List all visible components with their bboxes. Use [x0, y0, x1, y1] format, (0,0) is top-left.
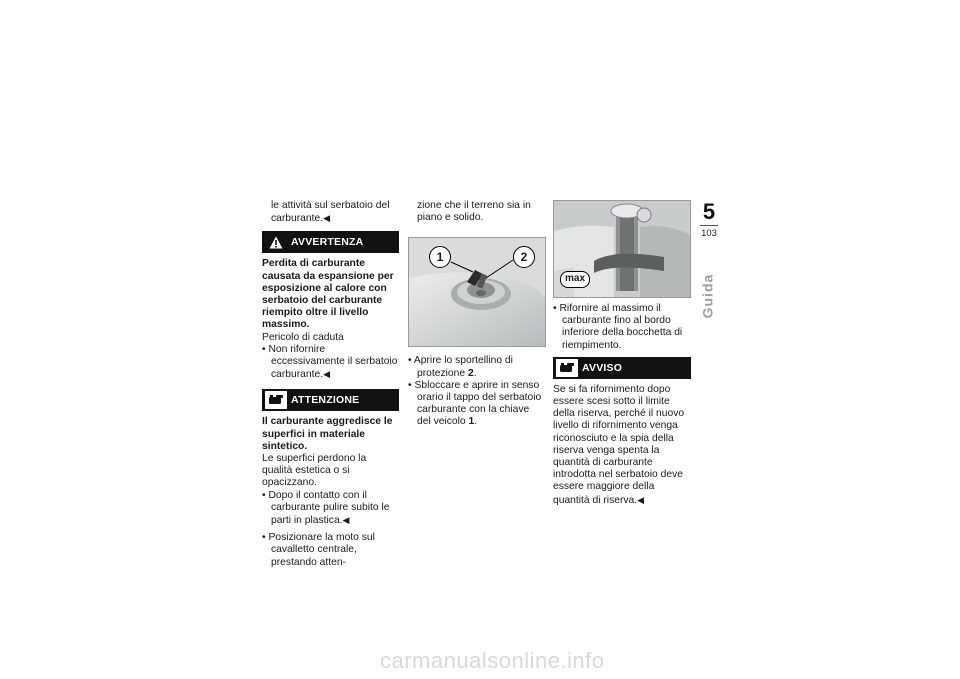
notice-bar: [553, 357, 691, 379]
caution-body: Le superfici perdono la qualità estetica o si opacizzano.: [262, 453, 367, 489]
callout-1: 1: [429, 246, 451, 268]
hand-caution-icon: [265, 391, 287, 409]
continuation-text: zione che il terreno sia in piano e solido.: [417, 200, 531, 224]
warning-bar: [262, 231, 399, 253]
max-label: max: [560, 271, 590, 288]
fuel-cap-figure: [408, 237, 546, 347]
caution-bullet: • Dopo il contatto con il carburante pulire subito le parti in plastica.◀: [262, 489, 390, 527]
watermark: carmanualsonline.info: [380, 648, 605, 673]
unlock-cap-bullet: • Sbloccare e aprire in senso orario il tappo del serbatoio carburante con la chiave del veicolo 1.: [408, 379, 542, 428]
notice-title: AVVISO: [582, 361, 623, 374]
continuation-text: le attività sul serbatoio del carburante.◀: [271, 200, 390, 225]
page-number: 103: [701, 228, 717, 239]
warning-heading: Perdita di carburante causata da espansione per esposizione al calore con serbatoio del carburante riempito oltre il livello massimo.: [262, 258, 394, 331]
warning-title: AVVERTENZA: [291, 236, 364, 249]
caution-bar: [262, 389, 399, 411]
section-label: Guida: [699, 273, 716, 319]
end-mark-icon: ◀: [323, 369, 331, 380]
end-mark-icon: ◀: [323, 213, 331, 224]
warning-cause: Pericolo di caduta: [262, 331, 344, 343]
column-1: [262, 200, 399, 569]
caution-title: ATTENZIONE: [291, 394, 360, 407]
warning-bullet: • Non rifornire eccessivamente il serbatoio carburante.◀: [262, 343, 398, 381]
position-bullet: • Posizionare la moto sul cavalletto centrale, prestando atten-: [262, 532, 375, 568]
callout-2: 2: [513, 246, 535, 268]
chapter-tab: [700, 200, 718, 239]
fuel-level-figure: [553, 200, 691, 298]
end-mark-icon: ◀: [637, 494, 645, 505]
chapter-number: 5: [702, 199, 716, 224]
notice-body: Se si fa rifornimento dopo essere scesi sotto il limite della riserva, perché il nuovo livello di rifornimento venga riconosciuto e la spia della riserva venga spenta la quantità di carburante introdotta nel serbatoio deve essere maggiore della quantità di riserva.◀: [553, 383, 685, 506]
column-2: [408, 200, 545, 429]
hand-notice-icon: [556, 359, 578, 377]
tab-divider: [700, 225, 718, 226]
column-3: [553, 200, 691, 507]
end-mark-icon: ◀: [342, 515, 350, 526]
caution-heading: Il carburante aggredisce le superfici in materiale sintetico.: [262, 416, 393, 452]
warning-triangle-icon: [265, 233, 287, 251]
open-flap-bullet: • Aprire lo sportellino di protezione 2.: [408, 355, 513, 379]
fill-bullet: • Rifornire al massimo il carburante fino al bordo inferiore della bocchetta di riempimento.: [553, 303, 683, 351]
